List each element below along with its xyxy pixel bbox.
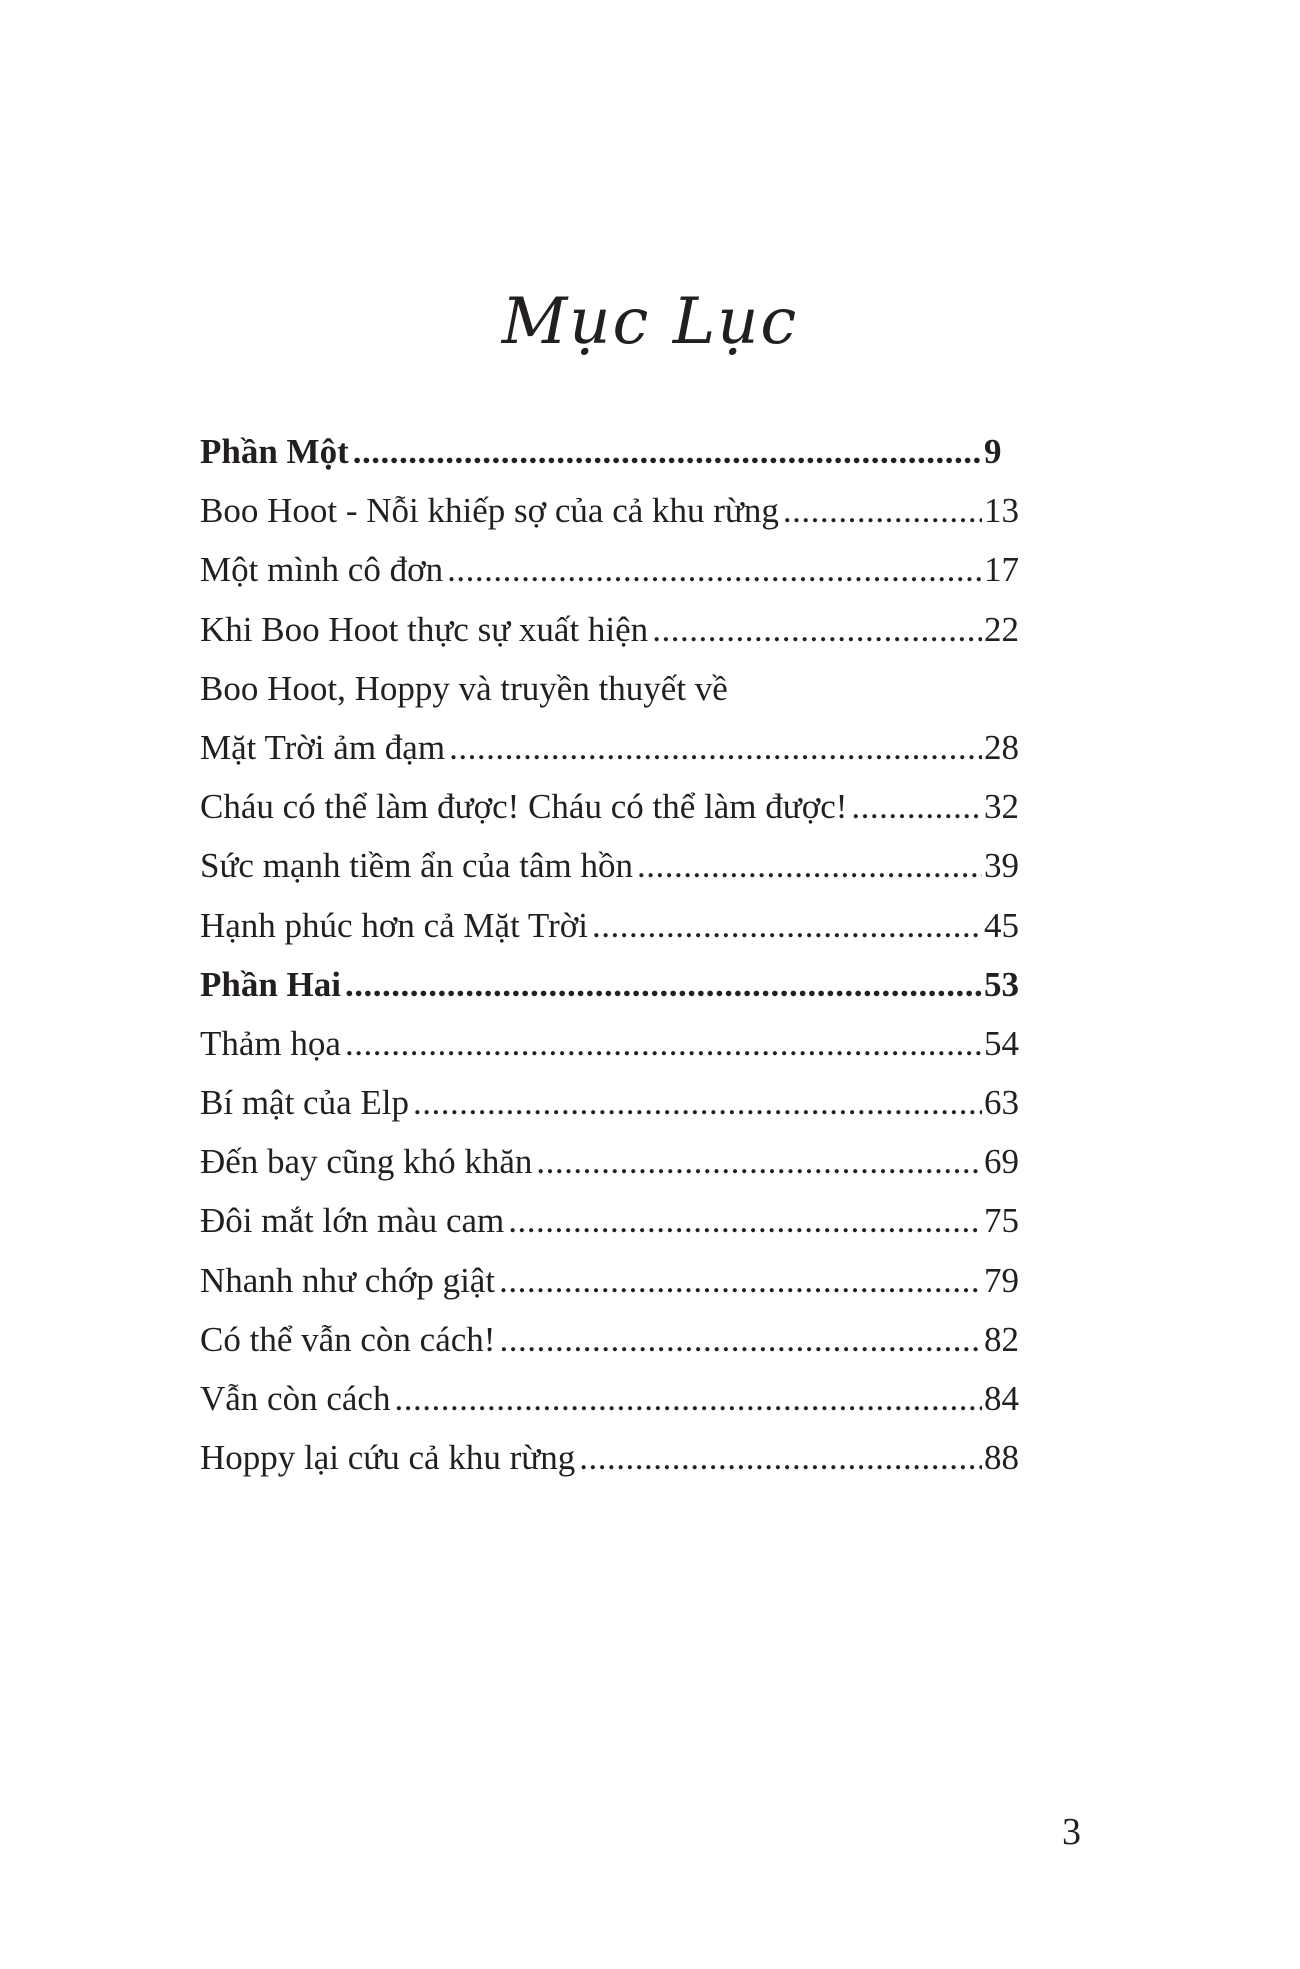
toc-entry-label: Hoppy lại cứu cả khu rừng <box>200 1438 576 1478</box>
dot-leader <box>579 1428 982 1487</box>
toc-entry-page: 45 <box>984 905 1019 945</box>
dot-leader <box>652 600 982 659</box>
dot-leader <box>345 955 982 1014</box>
toc-entry[interactable] <box>200 1132 1020 1191</box>
dot-leader <box>447 540 982 599</box>
toc-entry-label: Có thể vẫn còn cách! <box>200 1319 496 1359</box>
toc-entry-label: Khi Boo Hoot thực sự xuất hiện <box>200 609 649 649</box>
toc-entry-page: 75 <box>984 1201 1019 1241</box>
page-title: Mục Lục <box>501 285 799 359</box>
toc-entry[interactable] <box>200 540 1020 599</box>
toc-entry-page: 63 <box>984 1083 1019 1123</box>
toc-entry-label: Hạnh phúc hơn cả Mặt Trời <box>200 905 588 945</box>
toc-entry-label: Vẫn còn cách <box>200 1379 391 1418</box>
toc-entry-label: Đôi mắt lớn màu cam <box>200 1201 505 1241</box>
toc-entry-label: Cháu có thể làm được! Cháu có thể làm được! <box>200 787 848 827</box>
dot-leader <box>783 481 982 540</box>
toc-entry[interactable] <box>200 481 1020 540</box>
toc-entry-page: 13 <box>984 491 1019 531</box>
dot-leader <box>499 1310 982 1369</box>
toc-entry-page: 69 <box>984 1142 1019 1182</box>
toc-entry-label: Nhanh như chớp giật <box>200 1260 496 1300</box>
dot-leader <box>508 1191 982 1250</box>
toc-entry[interactable] <box>200 1428 1020 1487</box>
dot-leader <box>851 777 982 836</box>
toc-entry[interactable] <box>200 1014 1020 1073</box>
dot-leader <box>592 896 982 955</box>
toc-entry-page: 32 <box>984 787 1019 827</box>
toc-entry-page: 82 <box>984 1319 1019 1359</box>
toc-entry[interactable] <box>200 1073 1020 1132</box>
dot-leader <box>499 1251 982 1310</box>
toc-entry[interactable] <box>200 1251 1020 1310</box>
dot-leader <box>637 836 982 895</box>
toc-entry-label: Phần Hai <box>200 964 342 1004</box>
toc-entry-label: Sức mạnh tiềm ẩn của tâm hồn <box>200 846 634 886</box>
toc-entry-label: Mặt Trời ảm đạm <box>200 727 446 767</box>
dot-leader <box>449 718 982 777</box>
toc-entry[interactable] <box>200 1191 1020 1250</box>
toc-entry-page: 28 <box>984 727 1019 767</box>
toc-entry-label: Một mình cô đơn <box>200 550 444 590</box>
toc-entry[interactable] <box>200 896 1020 955</box>
toc-entry[interactable] <box>200 1369 1020 1428</box>
toc-entry-label: Bí mật của Elp <box>200 1083 409 1123</box>
toc-entry-page: 54 <box>984 1023 1019 1063</box>
dot-leader <box>536 1132 982 1191</box>
toc-entry[interactable] <box>200 600 1020 659</box>
toc-entry-page: 17 <box>984 550 1019 590</box>
dot-leader <box>345 1014 982 1073</box>
toc-entry-label: Đến bay cũng khó khăn <box>200 1142 533 1182</box>
toc-entry-page: 9 <box>984 432 1002 471</box>
toc-entry-part-two[interactable] <box>200 955 1020 1014</box>
toc-entry[interactable] <box>200 836 1020 895</box>
dot-leader <box>353 422 982 481</box>
toc-entry-page: 22 <box>984 609 1019 649</box>
toc-entry-part-one[interactable] <box>200 422 1020 481</box>
toc-entry[interactable] <box>200 718 1020 777</box>
toc-entry-page: 79 <box>984 1260 1019 1300</box>
table-of-contents <box>200 422 1020 1487</box>
toc-entry-label: Phần Một <box>200 432 349 471</box>
toc-entry[interactable] <box>200 777 1020 836</box>
toc-entry-label: Thảm họa <box>200 1023 341 1063</box>
toc-entry[interactable] <box>200 1310 1020 1369</box>
toc-entry-page: 88 <box>984 1438 1019 1478</box>
toc-entry-page: 84 <box>984 1379 1019 1418</box>
dot-leader <box>413 1073 982 1132</box>
toc-entry-label: Boo Hoot, Hoppy và truyền thuyết về <box>200 668 728 708</box>
toc-entry-label: Boo Hoot - Nỗi khiếp sợ của cả khu rừng <box>200 491 779 531</box>
page-number: 3 <box>1062 1811 1081 1853</box>
toc-entry-continued[interactable] <box>200 659 1020 718</box>
toc-entry-page: 53 <box>984 964 1019 1004</box>
toc-entry-page: 39 <box>984 846 1019 886</box>
dot-leader <box>394 1369 982 1428</box>
